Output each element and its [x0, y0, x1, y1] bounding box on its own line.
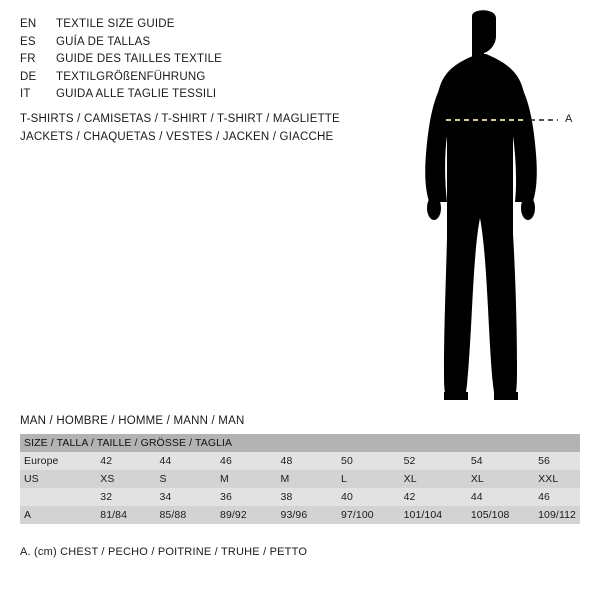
- table-cell: 46: [216, 452, 277, 470]
- table-cell: 105/108: [467, 506, 534, 524]
- table-cell: S: [155, 470, 216, 488]
- table-row: [20, 470, 580, 488]
- language-code: IT: [20, 88, 31, 100]
- table-cell: 36: [216, 488, 277, 506]
- chest-marker-label: A: [565, 113, 573, 125]
- size-table-block: [20, 415, 580, 524]
- measurement-footnote: A. (cm) CHEST / PECHO / POITRINE / TRUHE / PETTO: [20, 546, 308, 558]
- silhouette-head: [472, 10, 496, 60]
- table-cell: 109/112: [534, 506, 580, 524]
- size-table: [20, 434, 580, 524]
- table-cell: 85/88: [155, 506, 216, 524]
- table-cell: 50: [337, 452, 400, 470]
- row-label: A: [20, 506, 96, 524]
- table-cell: 42: [400, 488, 467, 506]
- table-cell: 56: [534, 452, 580, 470]
- language-code: FR: [20, 53, 36, 65]
- silhouette-left-hand: [427, 196, 441, 220]
- table-cell: XXL: [534, 470, 580, 488]
- language-row: [20, 34, 400, 52]
- table-cell: M: [216, 470, 277, 488]
- language-text: GUIDA ALLE TAGLIE TESSILI: [56, 88, 217, 100]
- silhouette-left-foot: [444, 392, 468, 400]
- silhouette-right-foot: [494, 392, 518, 400]
- language-code: ES: [20, 35, 36, 48]
- silhouette-svg: [400, 8, 600, 408]
- table-cell: 97/100: [337, 506, 400, 524]
- language-text: GUÍA DE TALLAS: [56, 35, 151, 48]
- table-cell: XL: [400, 470, 467, 488]
- table-cell: 48: [277, 452, 338, 470]
- size-table-title: MAN / HOMBRE / HOMME / MANN / MAN: [20, 415, 245, 427]
- language-header-block: [20, 16, 400, 104]
- table-cell: L: [337, 470, 400, 488]
- category-tshirts: T-SHIRTS / CAMISETAS / T-SHIRT / T-SHIRT / MAGLIETTE: [20, 113, 340, 125]
- table-cell: 32: [96, 488, 155, 506]
- table-cell: M: [277, 470, 338, 488]
- language-row: [20, 86, 400, 104]
- category-block: [20, 110, 420, 146]
- table-cell: 89/92: [216, 506, 277, 524]
- table-cell: 44: [467, 488, 534, 506]
- table-cell: 52: [400, 452, 467, 470]
- table-cell: 34: [155, 488, 216, 506]
- table-cell: 42: [96, 452, 155, 470]
- language-code: DE: [20, 70, 37, 83]
- language-row: [20, 16, 400, 34]
- table-cell: 93/96: [277, 506, 338, 524]
- table-cell: XL: [467, 470, 534, 488]
- language-text: GUIDE DES TAILLES TEXTILE: [56, 53, 223, 65]
- table-cell: 40: [337, 488, 400, 506]
- language-text: TEXTILE SIZE GUIDE: [56, 18, 175, 30]
- table-row: [20, 488, 580, 506]
- table-row: [20, 452, 580, 470]
- language-text: TEXTILGRÖßENFÜHRUNG: [56, 70, 206, 83]
- table-cell: 101/104: [400, 506, 467, 524]
- table-cell: 81/84: [96, 506, 155, 524]
- table-cell: 38: [277, 488, 338, 506]
- language-row: [20, 51, 400, 69]
- table-cell: 54: [467, 452, 534, 470]
- language-row: [20, 69, 400, 87]
- male-silhouette-illustration: [400, 8, 600, 408]
- category-jackets: JACKETS / CHAQUETAS / VESTES / JACKEN / GIACCHE: [20, 131, 334, 143]
- table-header-row: [20, 434, 580, 452]
- table-cell: XS: [96, 470, 155, 488]
- table-cell: 44: [155, 452, 216, 470]
- table-cell: 46: [534, 488, 580, 506]
- silhouette-body: [432, 54, 530, 392]
- table-header-label: SIZE / TALLA / TAILLE / GRÖSSE / TAGLIA: [20, 434, 580, 452]
- table-row: [20, 506, 580, 524]
- row-label: [20, 488, 96, 506]
- row-label: US: [20, 470, 96, 488]
- row-label: Europe: [20, 452, 96, 470]
- silhouette-right-hand: [521, 196, 535, 220]
- language-code: EN: [20, 18, 37, 30]
